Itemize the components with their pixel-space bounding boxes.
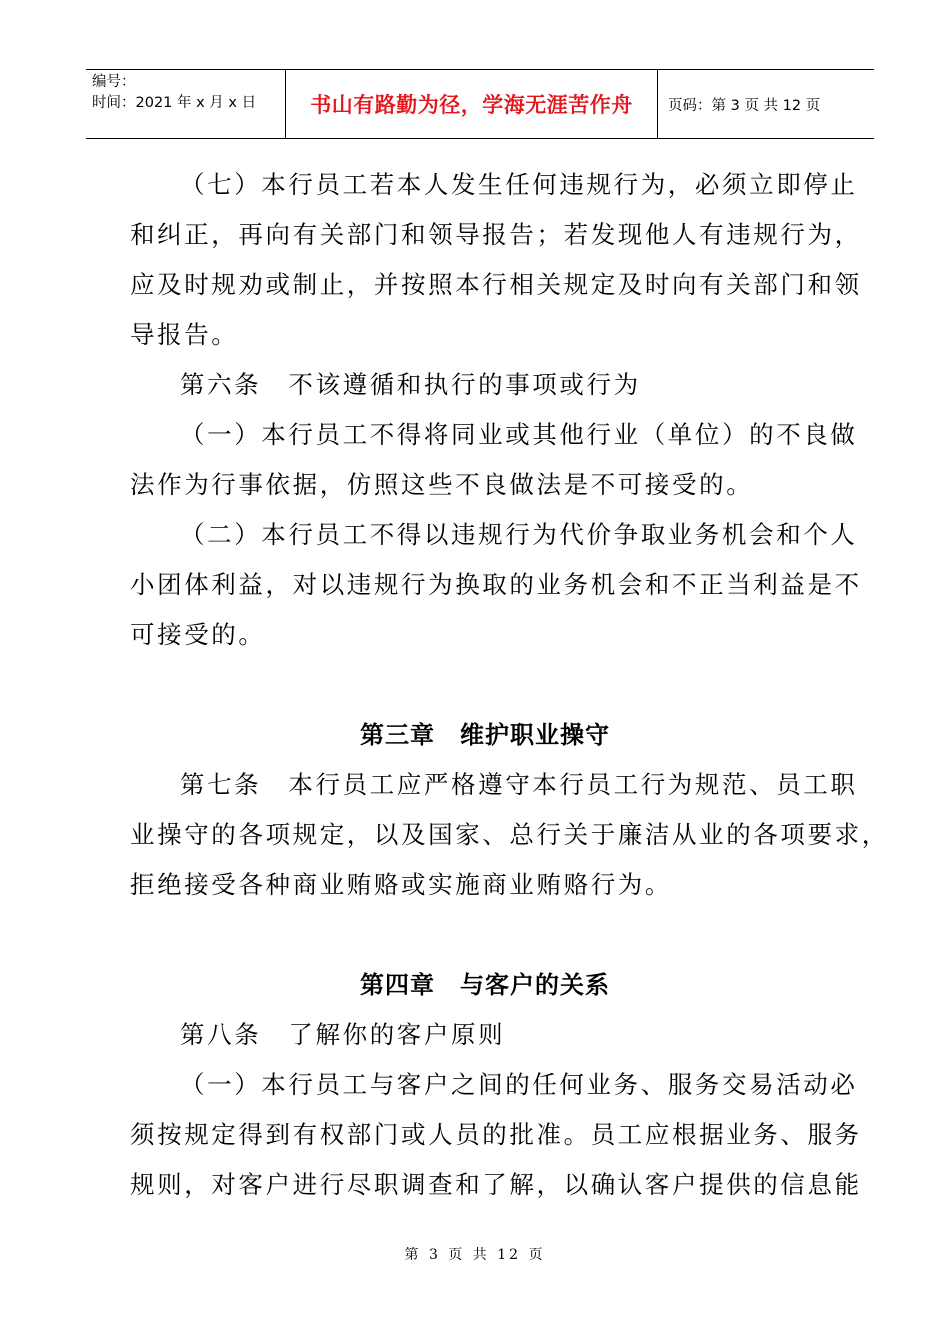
paragraph-line: 须按规定得到有权部门或人员的批准。员工应根据业务、服务	[130, 1120, 862, 1149]
paragraph-line: 导报告。	[130, 320, 239, 349]
paragraph-line: 法作为行事依据，仿照这些不良做法是不可接受的。	[130, 470, 754, 499]
header-meta	[86, 70, 286, 138]
paragraph-line: 拒绝接受各种商业贿赂或实施商业贿赂行为。	[130, 870, 672, 899]
article-title: 第八条 了解你的客户原则	[180, 1020, 506, 1049]
header-page-number: 页码：第 3 页 共 12 页	[668, 97, 821, 114]
chapter-heading: 第三章 维护职业操守	[360, 721, 610, 749]
paragraph-line: 业操守的各项规定，以及国家、总行关于廉洁从业的各项要求，	[130, 820, 889, 849]
document-date: 时间：2021 年 x 月 x 日	[92, 95, 257, 111]
paragraph-line: （七）本行员工若本人发生任何违规行为，必须立即停止	[180, 170, 858, 199]
header-motto: 书山有路勤为径，学海无涯苦作舟	[286, 70, 658, 138]
paragraph-line: 小团体利益，对以违规行为换取的业务机会和不正当利益是不	[130, 570, 862, 599]
paragraph-line: 规则，对客户进行尽职调查和了解，以确认客户提供的信息能	[130, 1170, 862, 1199]
paragraph-line: 可接受的。	[130, 620, 266, 649]
paragraph-line: （一）本行员工不得将同业或其他行业（单位）的不良做	[180, 420, 858, 449]
document-body	[130, 160, 889, 1210]
paragraph-line: （二）本行员工不得以违规行为代价争取业务机会和个人	[180, 520, 858, 549]
paragraph-line: 应及时规劝或制止，并按照本行相关规定及时向有关部门和领	[130, 270, 862, 299]
chapter-heading: 第四章 与客户的关系	[360, 971, 610, 999]
paragraph-line: （一）本行员工与客户之间的任何业务、服务交易活动必	[180, 1070, 858, 1099]
page-footer: 第 3 页 共 12 页	[404, 1247, 546, 1263]
section-gap	[130, 910, 840, 960]
page-header	[86, 69, 874, 139]
article-paragraph: 第七条 本行员工应严格遵守本行员工行为规范、员工职	[180, 770, 858, 799]
section-gap	[130, 660, 840, 710]
document-number-label: 编号：	[92, 74, 136, 90]
paragraph-line: 和纠正，再向有关部门和领导报告；若发现他人有违规行为，	[130, 220, 862, 249]
article-title: 第六条 不该遵循和执行的事项或行为	[180, 370, 641, 399]
